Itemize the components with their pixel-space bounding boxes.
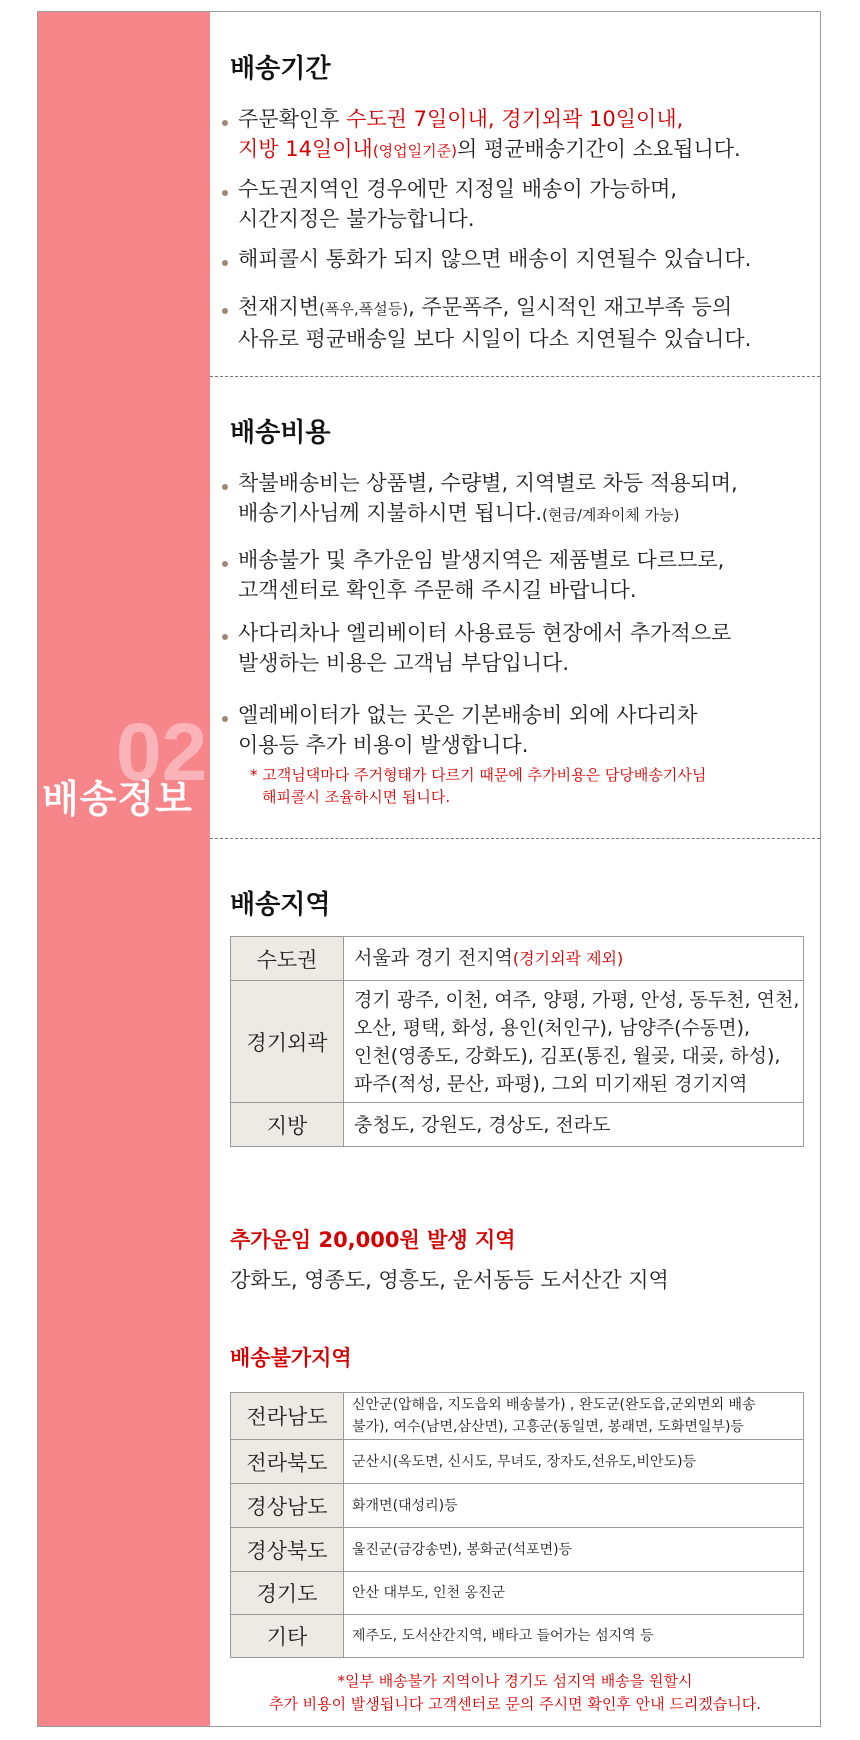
zone-value	[344, 937, 804, 981]
divider	[210, 838, 820, 839]
extra-fee-areas: 강화도, 영종도, 영흥도, 운서동등 도서산간 지역	[230, 1268, 669, 1292]
zone-value	[344, 981, 804, 1103]
period-b4-a: 천재지변	[238, 295, 320, 319]
zone-name: 경기외곽	[231, 981, 344, 1103]
cost-bullet-1	[222, 468, 820, 530]
cost-title: 배송비용	[230, 418, 331, 448]
table-row	[231, 981, 804, 1103]
period-b2-line1: 수도권지역인 경우에만 지정일 배송이 가능하며,	[238, 177, 678, 201]
no-delivery-table	[230, 1392, 804, 1658]
period-b4-line2: 사유로 평균배송일 보다 시일이 다소 지연될수 있습니다.	[238, 327, 752, 351]
footnote-line1: *일부 배송불가 지역이나 경기도 섬지역 배송을 원할시	[337, 1672, 693, 1690]
region-value	[344, 1393, 804, 1440]
region-value: 제주도, 도서산간지역, 배타고 들어가는 섬지역 등	[344, 1615, 804, 1658]
period-b3-line1: 해피콜시 통화가 되지 않으면 배송이 지연될수 있습니다.	[238, 247, 752, 271]
cost-note	[250, 764, 706, 808]
cost-note-line2: 해피콜시 조율하시면 됩니다.	[262, 788, 451, 806]
table-row	[231, 1103, 804, 1147]
region-value-line: 신안군(압해읍, 지도읍외 배송불가) , 완도군(완도읍,군외면외 배송	[352, 1397, 756, 1413]
bullet-dot-icon	[222, 308, 228, 314]
cost-b2-line2: 고객센터로 확인후 주문해 주시길 바랍니다.	[238, 578, 637, 602]
cost-b3-line1: 사다리차나 엘리베이터 사용료등 현장에서 추가적으로	[238, 621, 732, 645]
region-value: 군산시(옥도면, 신시도, 무녀도, 장자도,선유도,비안도)등	[344, 1440, 804, 1484]
table-row	[231, 1484, 804, 1528]
zone-name: 지방	[231, 1103, 344, 1147]
bullet-dot-icon	[222, 190, 228, 196]
section-number: 02	[116, 707, 208, 798]
zone-name: 수도권	[231, 937, 344, 981]
zone-value: 충청도, 강원도, 경상도, 전라도	[344, 1103, 804, 1147]
divider	[210, 376, 820, 377]
region-name: 전라남도	[231, 1393, 344, 1440]
zone-value-text: 서울과 경기 전지역	[354, 947, 513, 969]
cost-b4-line2: 이용등 추가 비용이 발생합니다.	[238, 733, 529, 757]
period-b1-post: 의 평균배송기간이 소요됩니다.	[456, 137, 741, 161]
bullet-dot-icon	[222, 634, 228, 640]
region-value-line: 불가), 여수(남면,삼산면), 고흥군(동일면, 봉래면, 도화면일부)등	[352, 1419, 744, 1435]
region-value: 안산 대부도, 인천 옹진군	[344, 1572, 804, 1615]
zone-value-line: 인천(영종도, 강화도), 김포(통진, 월곶, 대곶, 하성),	[354, 1044, 781, 1067]
cost-b1-line2: 배송기사님께 지불하시면 됩니다.	[238, 501, 543, 525]
zone-value-red: (경기외곽 제외)	[512, 949, 624, 968]
period-b1-red1: 수도권 7일이내, 경기외곽 10일이내,	[346, 107, 684, 131]
region-name: 기타	[231, 1615, 344, 1658]
no-delivery-title: 배송불가지역	[230, 1346, 352, 1370]
section-title: 배송정보	[42, 777, 193, 821]
cost-note-line1: * 고객님댁마다 주거형태가 다르기 때문에 추가비용은 담당배송기사님	[250, 766, 707, 784]
cost-b4-line1: 엘레베이터가 없는 곳은 기본배송비 외에 사다리차	[238, 703, 698, 727]
table-row	[231, 1440, 804, 1484]
cost-b3-line2: 발생하는 비용은 고객님 부담입니다.	[238, 651, 569, 675]
cost-b1-line1: 착불배송비는 상품별, 수량별, 지역별로 차등 적용되며,	[238, 471, 738, 495]
table-row	[231, 1528, 804, 1572]
bullet-dot-icon	[222, 561, 228, 567]
cost-bullet-2	[222, 545, 820, 605]
side-band	[38, 12, 210, 1726]
period-bullet-3	[222, 244, 820, 274]
table-row	[231, 1615, 804, 1658]
period-b1-pre: 주문확인후	[238, 107, 347, 131]
period-b2-line2: 시간지정은 불가능합니다.	[238, 207, 475, 231]
footnote-line2: 추가 비용이 발생됩니다 고객센터로 문의 주시면 확인후 안내 드리겠습니다.	[268, 1695, 762, 1713]
table-row	[231, 937, 804, 981]
region-name: 경상남도	[231, 1484, 344, 1528]
region-name: 경상북도	[231, 1528, 344, 1572]
period-b4-b: , 주문폭주, 일시적인 재고부족 등의	[408, 295, 733, 319]
zone-value-line: 경기 광주, 이천, 여주, 양평, 가평, 안성, 동두천, 연천,	[354, 988, 800, 1011]
cost-b2-line1: 배송불가 및 추가운임 발생지역은 제품별로 다르므로,	[238, 548, 725, 572]
content-area	[210, 12, 820, 1726]
zone-value-line: 파주(적성, 문산, 파평), 그외 미기재된 경기지역	[354, 1072, 748, 1095]
period-b1-red-small: (영업일기준)	[372, 142, 457, 160]
delivery-info-panel	[37, 11, 821, 1727]
period-title: 배송기간	[230, 54, 331, 84]
cost-bullet-4	[222, 700, 820, 760]
table-row	[231, 1393, 804, 1440]
bullet-dot-icon	[222, 484, 228, 490]
cost-bullet-3	[222, 618, 820, 678]
bullet-dot-icon	[222, 260, 228, 266]
region-value: 화개면(대성리)등	[344, 1484, 804, 1528]
zones-table	[230, 936, 804, 1147]
region-name: 전라북도	[231, 1440, 344, 1484]
no-delivery-footnote	[210, 1670, 820, 1716]
region-name: 경기도	[231, 1572, 344, 1615]
zones-title: 배송지역	[230, 890, 331, 920]
period-bullet-4	[222, 292, 820, 354]
zone-value-line: 오산, 평택, 화성, 용인(처인구), 남양주(수동면),	[354, 1016, 751, 1039]
extra-fee-title: 추가운임 20,000원 발생 지역	[230, 1228, 516, 1252]
period-b1-red2: 지방 14일이내	[238, 137, 373, 161]
period-b4-small: (폭우,폭설등)	[319, 300, 409, 318]
cost-b1-small: (현금/계좌이체 가능)	[542, 506, 680, 524]
period-bullet-2	[222, 174, 820, 234]
region-value: 울진군(금강송면), 봉화군(석포면)등	[344, 1528, 804, 1572]
period-bullet-1	[222, 104, 820, 166]
bullet-dot-icon	[222, 120, 228, 126]
bullet-dot-icon	[222, 716, 228, 722]
table-row	[231, 1572, 804, 1615]
